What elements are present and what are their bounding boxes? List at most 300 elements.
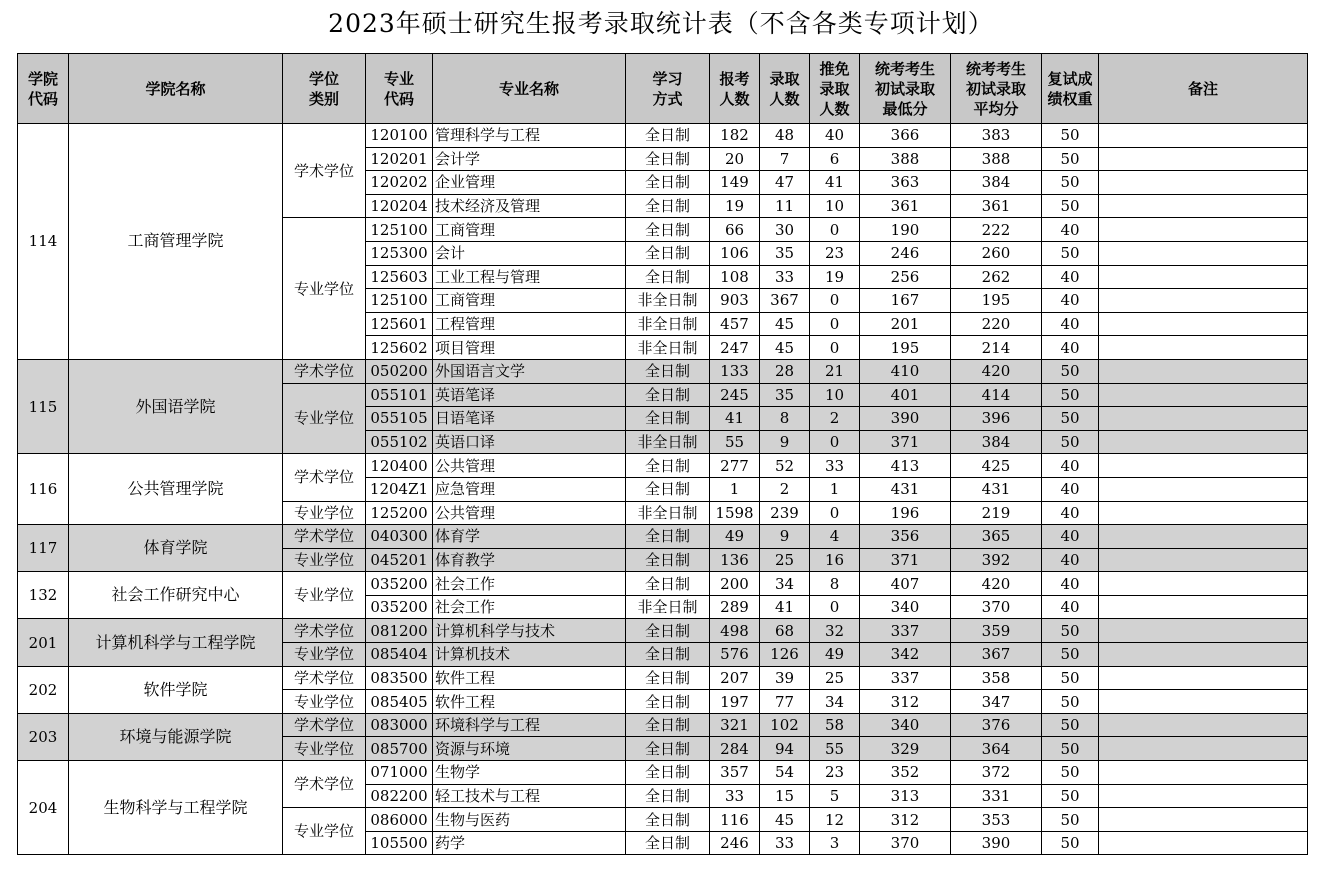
applicants-cell: 136 [710, 548, 760, 572]
major-name-cell: 公共管理 [433, 454, 626, 478]
exempt-cell: 0 [810, 595, 860, 619]
major-name-cell: 技术经济及管理 [433, 194, 626, 218]
weight-cell: 50 [1042, 619, 1099, 643]
admitted-cell: 126 [760, 643, 810, 667]
major-name-cell: 会计 [433, 241, 626, 265]
min-score-cell: 196 [860, 501, 951, 525]
admitted-cell: 54 [760, 761, 810, 785]
college-name-cell: 社会工作研究中心 [69, 572, 283, 619]
remark-cell [1099, 265, 1308, 289]
study-mode-cell: 全日制 [626, 761, 710, 785]
min-score-cell: 370 [860, 831, 951, 855]
applicants-cell: 277 [710, 454, 760, 478]
min-score-cell: 366 [860, 124, 951, 148]
major-code-cell: 035200 [366, 572, 433, 596]
college-name-cell: 软件学院 [69, 666, 283, 713]
study-mode-cell: 全日制 [626, 737, 710, 761]
remark-cell [1099, 383, 1308, 407]
min-score-cell: 410 [860, 359, 951, 383]
avg-score-cell: 358 [951, 666, 1042, 690]
major-name-cell: 药学 [433, 831, 626, 855]
header-avg-score [951, 54, 1042, 124]
admitted-cell: 77 [760, 690, 810, 714]
exempt-cell: 4 [810, 525, 860, 549]
major-name-cell: 轻工技术与工程 [433, 784, 626, 808]
exempt-cell: 41 [810, 171, 860, 195]
major-name-cell: 管理科学与工程 [433, 124, 626, 148]
weight-cell: 50 [1042, 690, 1099, 714]
weight-cell: 50 [1042, 194, 1099, 218]
avg-score-cell: 331 [951, 784, 1042, 808]
avg-score-cell: 364 [951, 737, 1042, 761]
weight-cell: 40 [1042, 336, 1099, 360]
table-row [18, 761, 1308, 785]
header-college-code [18, 54, 69, 124]
degree-type-cell: 学术学位 [283, 761, 366, 808]
weight-cell: 50 [1042, 430, 1099, 454]
exempt-cell: 0 [810, 501, 860, 525]
remark-cell [1099, 312, 1308, 336]
admitted-cell: 34 [760, 572, 810, 596]
avg-score-cell: 372 [951, 761, 1042, 785]
applicants-cell: 66 [710, 218, 760, 242]
degree-type-cell: 学术学位 [283, 619, 366, 643]
remark-cell [1099, 619, 1308, 643]
min-score-cell: 352 [860, 761, 951, 785]
applicants-cell: 197 [710, 690, 760, 714]
major-code-cell: 085404 [366, 643, 433, 667]
study-mode-cell: 全日制 [626, 713, 710, 737]
header-remark [1099, 54, 1308, 124]
exempt-cell: 0 [810, 312, 860, 336]
min-score-cell: 340 [860, 713, 951, 737]
admitted-cell: 68 [760, 619, 810, 643]
college-name-cell: 环境与能源学院 [69, 713, 283, 760]
applicants-cell: 1598 [710, 501, 760, 525]
avg-score-cell: 219 [951, 501, 1042, 525]
header-college-name [69, 54, 283, 124]
min-score-cell: 371 [860, 548, 951, 572]
college-name-cell: 体育学院 [69, 525, 283, 572]
admitted-cell: 2 [760, 477, 810, 501]
weight-cell: 50 [1042, 643, 1099, 667]
study-mode-cell: 全日制 [626, 619, 710, 643]
weight-cell: 40 [1042, 595, 1099, 619]
major-code-cell: 083000 [366, 713, 433, 737]
applicants-cell: 149 [710, 171, 760, 195]
weight-cell: 50 [1042, 171, 1099, 195]
avg-score-cell: 359 [951, 619, 1042, 643]
college-code-cell: 114 [18, 124, 69, 360]
major-code-cell: 035200 [366, 595, 433, 619]
avg-score-cell: 260 [951, 241, 1042, 265]
study-mode-cell: 全日制 [626, 218, 710, 242]
admitted-cell: 45 [760, 808, 810, 832]
admitted-cell: 7 [760, 147, 810, 171]
study-mode-cell: 非全日制 [626, 289, 710, 313]
study-mode-cell: 全日制 [626, 383, 710, 407]
avg-score-cell: 262 [951, 265, 1042, 289]
header-label: 学院代码 [27, 69, 58, 108]
avg-score-cell: 365 [951, 525, 1042, 549]
admitted-cell: 367 [760, 289, 810, 313]
remark-cell [1099, 218, 1308, 242]
min-score-cell: 190 [860, 218, 951, 242]
study-mode-cell: 全日制 [626, 666, 710, 690]
applicants-cell: 41 [710, 407, 760, 431]
major-code-cell: 120100 [366, 124, 433, 148]
major-name-cell: 计算机科学与技术 [433, 619, 626, 643]
header-label: 统考考生初试录取最低分 [874, 59, 935, 118]
min-score-cell: 340 [860, 595, 951, 619]
min-score-cell: 407 [860, 572, 951, 596]
min-score-cell: 337 [860, 666, 951, 690]
study-mode-cell: 全日制 [626, 171, 710, 195]
degree-type-cell: 专业学位 [283, 548, 366, 572]
study-mode-cell: 非全日制 [626, 312, 710, 336]
min-score-cell: 167 [860, 289, 951, 313]
avg-score-cell: 425 [951, 454, 1042, 478]
remark-cell [1099, 171, 1308, 195]
remark-cell [1099, 572, 1308, 596]
remark-cell [1099, 407, 1308, 431]
weight-cell: 50 [1042, 359, 1099, 383]
avg-score-cell: 392 [951, 548, 1042, 572]
study-mode-cell: 全日制 [626, 124, 710, 148]
remark-cell [1099, 289, 1308, 313]
major-code-cell: 081200 [366, 619, 433, 643]
degree-type-cell: 学术学位 [283, 713, 366, 737]
applicants-cell: 19 [710, 194, 760, 218]
major-name-cell: 社会工作 [433, 595, 626, 619]
remark-cell [1099, 194, 1308, 218]
college-code-cell: 117 [18, 525, 69, 572]
header-major-name [433, 54, 626, 124]
min-score-cell: 413 [860, 454, 951, 478]
table-row [18, 454, 1308, 478]
major-name-cell: 资源与环境 [433, 737, 626, 761]
admitted-cell: 45 [760, 312, 810, 336]
avg-score-cell: 384 [951, 430, 1042, 454]
applicants-cell: 49 [710, 525, 760, 549]
degree-type-cell: 专业学位 [283, 690, 366, 714]
min-score-cell: 312 [860, 808, 951, 832]
remark-cell [1099, 713, 1308, 737]
applicants-cell: 55 [710, 430, 760, 454]
weight-cell: 50 [1042, 407, 1099, 431]
page-title: 2023年硕士研究生报考录取统计表（不含各类专项计划） [328, 9, 994, 38]
admitted-cell: 25 [760, 548, 810, 572]
avg-score-cell: 222 [951, 218, 1042, 242]
exempt-cell: 21 [810, 359, 860, 383]
college-name-cell: 公共管理学院 [69, 454, 283, 525]
exempt-cell: 23 [810, 761, 860, 785]
weight-cell: 50 [1042, 831, 1099, 855]
header-applicants [710, 54, 760, 124]
major-code-cell: 125200 [366, 501, 433, 525]
remark-cell [1099, 525, 1308, 549]
major-code-cell: 085700 [366, 737, 433, 761]
remark-cell [1099, 690, 1308, 714]
avg-score-cell: 414 [951, 383, 1042, 407]
admissions-table [17, 53, 1308, 855]
remark-cell [1099, 477, 1308, 501]
admitted-cell: 52 [760, 454, 810, 478]
admitted-cell: 35 [760, 241, 810, 265]
applicants-cell: 246 [710, 831, 760, 855]
exempt-cell: 55 [810, 737, 860, 761]
min-score-cell: 356 [860, 525, 951, 549]
major-code-cell: 083500 [366, 666, 433, 690]
major-code-cell: 055102 [366, 430, 433, 454]
study-mode-cell: 全日制 [626, 454, 710, 478]
major-name-cell: 生物学 [433, 761, 626, 785]
avg-score-cell: 361 [951, 194, 1042, 218]
study-mode-cell: 非全日制 [626, 595, 710, 619]
weight-cell: 40 [1042, 525, 1099, 549]
college-code-cell: 115 [18, 359, 69, 453]
remark-cell [1099, 359, 1308, 383]
header-label: 复试成绩权重 [1047, 69, 1093, 108]
admitted-cell: 47 [760, 171, 810, 195]
college-code-cell: 116 [18, 454, 69, 525]
table-row [18, 666, 1308, 690]
min-score-cell: 390 [860, 407, 951, 431]
weight-cell: 50 [1042, 761, 1099, 785]
min-score-cell: 371 [860, 430, 951, 454]
major-name-cell: 应急管理 [433, 477, 626, 501]
avg-score-cell: 396 [951, 407, 1042, 431]
major-name-cell: 工商管理 [433, 289, 626, 313]
admitted-cell: 9 [760, 430, 810, 454]
exempt-cell: 33 [810, 454, 860, 478]
major-code-cell: 125602 [366, 336, 433, 360]
degree-type-cell: 专业学位 [283, 572, 366, 619]
major-code-cell: 082200 [366, 784, 433, 808]
header-degree-type [283, 54, 366, 124]
remark-cell [1099, 548, 1308, 572]
weight-cell: 50 [1042, 147, 1099, 171]
study-mode-cell: 全日制 [626, 477, 710, 501]
exempt-cell: 0 [810, 336, 860, 360]
header-label: 专业代码 [383, 69, 414, 108]
admitted-cell: 35 [760, 383, 810, 407]
major-code-cell: 125100 [366, 289, 433, 313]
exempt-cell: 25 [810, 666, 860, 690]
major-code-cell: 050200 [366, 359, 433, 383]
avg-score-cell: 370 [951, 595, 1042, 619]
major-code-cell: 040300 [366, 525, 433, 549]
major-name-cell: 生物与医药 [433, 808, 626, 832]
study-mode-cell: 全日制 [626, 548, 710, 572]
weight-cell: 40 [1042, 218, 1099, 242]
study-mode-cell: 全日制 [626, 265, 710, 289]
table-row [18, 619, 1308, 643]
exempt-cell: 12 [810, 808, 860, 832]
college-name-cell: 外国语学院 [69, 359, 283, 453]
study-mode-cell: 全日制 [626, 808, 710, 832]
study-mode-cell: 全日制 [626, 831, 710, 855]
admitted-cell: 28 [760, 359, 810, 383]
table-row [18, 124, 1308, 148]
exempt-cell: 19 [810, 265, 860, 289]
major-name-cell: 工商管理 [433, 218, 626, 242]
header-admitted [760, 54, 810, 124]
major-code-cell: 055101 [366, 383, 433, 407]
admitted-cell: 45 [760, 336, 810, 360]
min-score-cell: 361 [860, 194, 951, 218]
study-mode-cell: 非全日制 [626, 501, 710, 525]
major-name-cell: 外国语言文学 [433, 359, 626, 383]
exempt-cell: 0 [810, 218, 860, 242]
major-name-cell: 软件工程 [433, 666, 626, 690]
study-mode-cell: 全日制 [626, 194, 710, 218]
study-mode-cell: 全日制 [626, 572, 710, 596]
college-name-cell: 生物科学与工程学院 [69, 761, 283, 855]
weight-cell: 40 [1042, 548, 1099, 572]
exempt-cell: 58 [810, 713, 860, 737]
exempt-cell: 0 [810, 430, 860, 454]
major-name-cell: 英语笔译 [433, 383, 626, 407]
major-code-cell: 125100 [366, 218, 433, 242]
remark-cell [1099, 241, 1308, 265]
remark-cell [1099, 666, 1308, 690]
min-score-cell: 246 [860, 241, 951, 265]
admitted-cell: 39 [760, 666, 810, 690]
weight-cell: 50 [1042, 737, 1099, 761]
major-name-cell: 计算机技术 [433, 643, 626, 667]
study-mode-cell: 全日制 [626, 359, 710, 383]
table-row [18, 359, 1308, 383]
applicants-cell: 498 [710, 619, 760, 643]
college-code-cell: 204 [18, 761, 69, 855]
remark-cell [1099, 831, 1308, 855]
remark-cell [1099, 147, 1308, 171]
header-label: 录取人数 [769, 69, 800, 108]
applicants-cell: 200 [710, 572, 760, 596]
min-score-cell: 337 [860, 619, 951, 643]
major-code-cell: 120400 [366, 454, 433, 478]
min-score-cell: 431 [860, 477, 951, 501]
min-score-cell: 201 [860, 312, 951, 336]
admitted-cell: 239 [760, 501, 810, 525]
degree-type-cell: 学术学位 [283, 454, 366, 501]
table-header [18, 54, 1308, 124]
applicants-cell: 247 [710, 336, 760, 360]
major-code-cell: 125603 [366, 265, 433, 289]
exempt-cell: 40 [810, 124, 860, 148]
applicants-cell: 357 [710, 761, 760, 785]
applicants-cell: 321 [710, 713, 760, 737]
remark-cell [1099, 430, 1308, 454]
college-name-cell: 工商管理学院 [69, 124, 283, 360]
applicants-cell: 33 [710, 784, 760, 808]
admitted-cell: 30 [760, 218, 810, 242]
exempt-cell: 10 [810, 194, 860, 218]
table-body [18, 124, 1308, 855]
major-name-cell: 项目管理 [433, 336, 626, 360]
exempt-cell: 10 [810, 383, 860, 407]
degree-type-cell: 学术学位 [283, 359, 366, 383]
major-name-cell: 公共管理 [433, 501, 626, 525]
header-label: 学位类别 [308, 69, 339, 108]
avg-score-cell: 431 [951, 477, 1042, 501]
min-score-cell: 195 [860, 336, 951, 360]
remark-cell [1099, 643, 1308, 667]
degree-type-cell: 专业学位 [283, 218, 366, 360]
table-row [18, 713, 1308, 737]
major-name-cell: 体育学 [433, 525, 626, 549]
applicants-cell: 20 [710, 147, 760, 171]
exempt-cell: 6 [810, 147, 860, 171]
exempt-cell: 16 [810, 548, 860, 572]
admitted-cell: 33 [760, 831, 810, 855]
applicants-cell: 245 [710, 383, 760, 407]
remark-cell [1099, 336, 1308, 360]
college-code-cell: 132 [18, 572, 69, 619]
major-code-cell: 120201 [366, 147, 433, 171]
weight-cell: 40 [1042, 289, 1099, 313]
applicants-cell: 108 [710, 265, 760, 289]
admitted-cell: 15 [760, 784, 810, 808]
admitted-cell: 48 [760, 124, 810, 148]
header-label: 推免录取人数 [819, 59, 850, 118]
min-score-cell: 388 [860, 147, 951, 171]
weight-cell: 40 [1042, 454, 1099, 478]
table-row [18, 525, 1308, 549]
avg-score-cell: 420 [951, 572, 1042, 596]
remark-cell [1099, 454, 1308, 478]
study-mode-cell: 非全日制 [626, 336, 710, 360]
admitted-cell: 94 [760, 737, 810, 761]
min-score-cell: 401 [860, 383, 951, 407]
degree-type-cell: 专业学位 [283, 643, 366, 667]
major-code-cell: 120204 [366, 194, 433, 218]
study-mode-cell: 非全日制 [626, 430, 710, 454]
avg-score-cell: 347 [951, 690, 1042, 714]
admitted-cell: 9 [760, 525, 810, 549]
applicants-cell: 116 [710, 808, 760, 832]
avg-score-cell: 367 [951, 643, 1042, 667]
avg-score-cell: 195 [951, 289, 1042, 313]
exempt-cell: 5 [810, 784, 860, 808]
study-mode-cell: 全日制 [626, 147, 710, 171]
exempt-cell: 32 [810, 619, 860, 643]
study-mode-cell: 全日制 [626, 690, 710, 714]
header-major-code [366, 54, 433, 124]
weight-cell: 50 [1042, 784, 1099, 808]
major-name-cell: 社会工作 [433, 572, 626, 596]
header-label: 备注 [1187, 79, 1218, 98]
header-label: 学院名称 [145, 79, 206, 98]
major-name-cell: 会计学 [433, 147, 626, 171]
admitted-cell: 8 [760, 407, 810, 431]
header-min-score [860, 54, 951, 124]
major-code-cell: 105500 [366, 831, 433, 855]
study-mode-cell: 全日制 [626, 784, 710, 808]
major-name-cell: 英语口译 [433, 430, 626, 454]
college-name-cell: 计算机科学与工程学院 [69, 619, 283, 666]
remark-cell [1099, 501, 1308, 525]
major-code-cell: 045201 [366, 548, 433, 572]
weight-cell: 50 [1042, 713, 1099, 737]
degree-type-cell: 专业学位 [283, 808, 366, 855]
weight-cell: 50 [1042, 666, 1099, 690]
weight-cell: 50 [1042, 124, 1099, 148]
degree-type-cell: 专业学位 [283, 501, 366, 525]
admitted-cell: 41 [760, 595, 810, 619]
major-code-cell: 125300 [366, 241, 433, 265]
